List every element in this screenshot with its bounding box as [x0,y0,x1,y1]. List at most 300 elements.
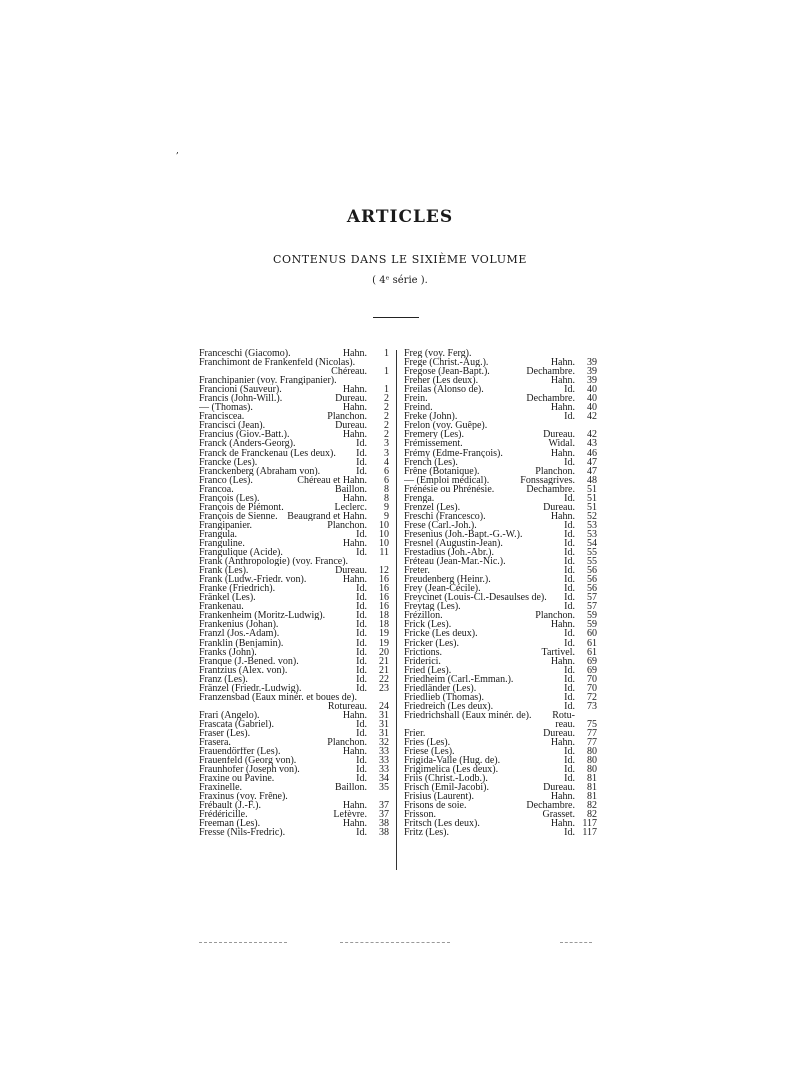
index-entry [404,412,597,421]
entry-author: Chéreau et Hahn. [297,475,367,485]
entry-page: 2 [384,394,389,404]
entry-author: Dureau. [543,502,575,512]
entry-name [404,720,551,729]
index-entry [404,729,597,738]
entry-page: 70 [587,674,597,684]
entry-author: Hahn. [342,430,367,440]
entry-page: 12 [379,566,389,576]
index-entry [404,439,597,448]
entry-name: Frangipanier. [199,520,253,530]
entry-name: Frein. [404,394,428,404]
entry-author: Id. [564,828,575,838]
index-entry [404,738,597,747]
index-entry [199,575,389,584]
entry-author: Hahn. [550,656,575,666]
entry-page: 75 [587,719,597,729]
entry-page: 55 [587,557,597,567]
index-entry [404,747,597,756]
entry-page: 23 [379,683,389,693]
index-entry [404,430,597,439]
entry-author: Id. [564,493,575,503]
entry-author: Id. [356,774,367,784]
entry-author: Tartivel. [541,647,575,657]
index-entry [199,385,389,394]
entry-name: Fresenius (Joh.-Bapt.-G.-W.). [404,529,523,539]
entry-page: 77 [587,728,597,739]
entry-author: Id. [564,566,575,576]
index-entry [404,657,597,666]
entry-page: 34 [379,774,389,784]
index-entry [199,539,389,548]
entry-author: Id. [564,774,575,784]
entry-author: Dechambre. [526,801,575,811]
entry-author: Hahn. [550,376,575,386]
entry-name: Frege (Christ.-Aug.). [404,358,489,368]
entry-name: François de Piémont. [199,502,284,512]
entry-author: Dureau. [543,728,575,739]
column-divider [396,350,397,870]
entry-author: Dechambre. [526,367,575,377]
entry-page: 33 [379,765,389,775]
entry-author: Id. [564,575,575,585]
entry-page: 61 [587,647,597,657]
entry-author: Hahn. [550,448,575,458]
entry-author: Hahn. [550,738,575,748]
entry-page: 40 [587,394,597,404]
entry-name: French (Les). [404,457,458,467]
index-entry [404,620,597,629]
index-entry [199,657,389,666]
entry-page: 18 [379,620,389,630]
index-entry [199,684,389,693]
entry-author: Fonssagrives. [520,475,575,485]
entry-name: Fricke (Les deux). [404,629,478,639]
index-entry [199,412,389,421]
entry-name: Franck de Franckenau (Les deux). [199,448,336,458]
entry-author: Id. [564,629,575,639]
entry-author: Hahn. [342,801,367,811]
entry-author: Hahn. [342,493,367,503]
entry-author: Id. [356,683,367,693]
entry-name: Frank (Ludw.-Friedr. von). [199,575,307,585]
entry-name: Frauenfeld (Georg von). [199,756,297,766]
entry-name: Friese (Les). [404,747,455,757]
entry-page: 51 [587,484,597,494]
entry-page: 9 [384,502,389,512]
entry-page: 56 [587,575,597,585]
entry-name: Frier. [404,728,426,739]
entry-name: Freher (Les deux). [404,376,479,386]
index-entry [404,584,597,593]
entry-name: Frenga. [404,493,435,503]
entry-author: Grasset. [542,810,575,820]
index-entry [404,575,597,584]
index-entry [199,485,389,494]
entry-name: Frézillon. [404,611,443,621]
entry-page: 38 [379,819,389,829]
entry-author: Dureau. [335,394,367,404]
entry-name: Fricker (Les). [404,638,459,648]
entry-author: Baillon. [335,783,367,793]
index-entry [404,593,597,602]
entry-page: 19 [379,638,389,648]
index-entry [199,530,389,539]
entry-name: Friedlieb (Thomas). [404,692,484,702]
entry-name: Fränzel (Friedr.-Ludwig). [199,683,302,693]
index-entry [199,467,389,476]
index-entry [199,783,389,792]
entry-name: Frankenheim (Moritz-Ludwig). [199,611,326,621]
entry-name: Frey (Jean-Cécile). [404,584,481,594]
entry-page: 3 [384,448,389,458]
index-entry [404,629,597,638]
entry-name: Frisius (Laurent). [404,792,474,802]
index-entry [404,349,597,358]
entry-author: Dechambre. [526,484,575,494]
entry-page: 46 [587,448,597,458]
index-entry [199,611,389,620]
index-entry [404,566,597,575]
entry-name: Frese (Carl.-Joh.). [404,520,477,530]
entry-name: Frébault (J.-F.). [199,801,261,811]
index-entry [404,693,597,702]
entry-author: Id. [564,692,575,702]
index-entry [199,602,389,611]
entry-page: 57 [587,593,597,603]
entry-name: Franz (Les). [199,674,248,684]
entry-page: 117 [582,819,597,829]
entry-author: Id. [356,765,367,775]
entry-page: 37 [379,810,389,820]
entry-name: Frigimelica (Les deux). [404,765,499,775]
entry-name: Friedheim (Carl.-Emman.). [404,674,514,684]
index-entry [199,458,389,467]
entry-author: reau. [555,719,575,729]
page-title: ARTICLES [346,207,454,227]
index-entry [404,828,597,837]
entry-name: Franklin (Benjamin). [199,638,284,648]
entry-author: Id. [356,439,367,449]
entry-name: Franzensbad (Eaux minér. et boues de). [199,692,358,702]
entry-author: Hahn. [550,511,575,521]
entry-page: 1 [384,385,389,395]
entry-author: Hahn. [342,538,367,549]
entry-page [367,358,389,367]
entry-name: Frangula. [199,529,238,539]
index-entry [199,394,389,403]
index-entry [404,458,597,467]
entry-name: Freind. [404,403,433,413]
index-entry [404,684,597,693]
entry-author: Id. [564,529,575,539]
entry-name: Frenzel (Les). [404,502,461,512]
entry-page: 47 [587,457,597,467]
entry-name: Fresnel (Augustin-Jean). [404,538,503,549]
index-entry [199,648,389,657]
entry-name: Frédéricille. [199,810,248,820]
entry-name: Fraxinus (voy. Frêne). [199,792,288,802]
index-entry [404,602,597,611]
entry-author: Id. [356,674,367,684]
entry-name: Fraxinelle. [199,783,243,793]
entry-page: 16 [379,584,389,594]
entry-name: Franciscea. [199,412,245,422]
index-entry [404,792,597,801]
index-column-right [404,349,597,838]
entry-author: Planchon. [535,466,575,476]
entry-name: Franque (J.-Bened. von). [199,656,299,666]
entry-page: 48 [587,475,597,485]
index-entry [199,494,389,503]
index-entry [199,566,389,575]
entry-name: Freschi (Francesco). [404,511,486,521]
entry-page: 31 [379,728,389,739]
entry-author: Planchon. [327,520,367,530]
entry-author: Id. [564,584,575,594]
entry-author: Dureau. [335,421,367,431]
entry-name: Franchipanier (voy. Frangipanier). [199,376,337,386]
entry-page: 81 [587,783,597,793]
entry-author: Baillon. [335,484,367,494]
entry-page: 42 [587,430,597,440]
entry-name: Friderici. [404,656,441,666]
index-entry [404,467,597,476]
index-entry [199,349,389,358]
entry-name: Freg (voy. Ferg). [404,349,472,359]
entry-author: Id. [564,385,575,395]
index-entry [404,711,597,720]
entry-page: 60 [587,629,597,639]
entry-page: 21 [379,665,389,675]
entry-page: 42 [587,412,597,422]
entry-page: 32 [379,738,389,748]
index-entry [199,756,389,765]
entry-page: 57 [587,602,597,612]
entry-page: 35 [379,783,389,793]
entry-name: Frasera. [199,738,231,748]
entry-page: 80 [587,747,597,757]
entry-page: 39 [587,358,597,368]
index-entry [199,702,389,711]
index-entry [404,512,597,521]
footer-rule [199,942,287,943]
index-entry [199,503,389,512]
entry-name: François de Sienne. [199,511,278,521]
entry-page: 6 [384,466,389,476]
entry-page: 80 [587,756,597,766]
index-entry [199,476,389,485]
entry-author: Dureau. [543,783,575,793]
entry-page: 38 [379,828,389,838]
entry-author: Id. [356,457,367,467]
entry-name: Fresse (Nils-Fredric). [199,828,286,838]
entry-author: Hahn. [550,358,575,368]
index-entry [404,756,597,765]
index-entry [199,693,389,702]
entry-page: 21 [379,656,389,666]
entry-page: 81 [587,774,597,784]
index-entry [404,548,597,557]
entry-name: Freter. [404,566,430,576]
entry-page [575,349,597,358]
entry-author: Id. [356,611,367,621]
index-entry [404,403,597,412]
entry-name: Friedrichshall (Eaux minér. de). [404,710,532,720]
entry-author: Hahn. [550,792,575,802]
index-entry [199,521,389,530]
index-entry [199,629,389,638]
entry-author: Id. [356,602,367,612]
entry-name: Fraser (Les). [199,728,251,739]
index-entry [199,639,389,648]
entry-name: Francke (Les). [199,457,258,467]
entry-page: 2 [384,412,389,422]
index-entry [404,819,597,828]
entry-page: 10 [379,529,389,539]
entry-page: 43 [587,439,597,449]
entry-name: Fregose (Jean-Bapt.). [404,367,490,377]
entry-page: 10 [379,538,389,549]
entry-name: Francis (John-Will.). [199,394,283,404]
footer-rule [340,942,450,943]
entry-page: 77 [587,738,597,748]
entry-page: 40 [587,403,597,413]
entry-author: Id. [564,747,575,757]
entry-page [575,711,597,720]
index-entry [199,729,389,738]
entry-name: Frascata (Gabriel). [199,719,274,729]
entry-page: 19 [379,629,389,639]
entry-page [367,693,389,702]
index-entry [199,738,389,747]
entry-name: Frick (Les). [404,620,452,630]
entry-author: Lefèvre. [333,810,367,820]
entry-page: 80 [587,765,597,775]
entry-author: Id. [564,683,575,693]
entry-page: 73 [587,701,597,711]
entry-author: Id. [564,665,575,675]
entry-page: 54 [587,538,597,549]
entry-name: Frémy (Edme-François). [404,448,503,458]
entry-author: Beaugrand et Hahn. [287,511,367,521]
index-entry [404,720,597,729]
entry-author: Leclerc. [334,502,367,512]
entry-author: Id. [356,665,367,675]
index-entry [199,720,389,729]
entry-name: Freilas (Alonso de). [404,385,484,395]
entry-name: Fränkel (Les). [199,593,256,603]
entry-author: Id. [564,557,575,567]
entry-name: Franceschi (Giacomo). [199,349,291,359]
entry-page: 61 [587,638,597,648]
entry-name: Freeman (Les). [199,819,261,829]
stray-mark: , [176,146,179,156]
entry-name: Frisons de soie. [404,801,467,811]
entry-author: Widal. [548,439,575,449]
entry-author: Planchon. [327,738,367,748]
entry-name: Franckenberg (Abraham von). [199,466,321,476]
entry-name: Frauendörffer (Les). [199,747,281,757]
entry-author: Hahn. [342,747,367,757]
entry-name: Fries (Les). [404,738,451,748]
index-entry [199,792,389,801]
entry-page: 47 [587,466,597,476]
entry-name [199,702,324,711]
entry-name: Frisson. [404,810,436,820]
index-entry [404,765,597,774]
index-entry [199,403,389,412]
entry-name: Frestadius (Joh.-Abr.). [404,548,494,558]
entry-name: Francoa. [199,484,234,494]
index-entry [404,485,597,494]
index-entry [199,449,389,458]
entry-page: 2 [384,421,389,431]
entry-author: Id. [564,674,575,684]
entry-page: 10 [379,520,389,530]
entry-page: 56 [587,566,597,576]
entry-page: 52 [587,511,597,521]
entry-page: 59 [587,620,597,630]
entry-author: Id. [356,466,367,476]
entry-page [367,557,389,566]
index-entry [199,711,389,720]
index-entry [404,774,597,783]
entry-author: Hahn. [342,710,367,720]
index-entry [199,557,389,566]
index-entry [199,430,389,439]
entry-page: 70 [587,683,597,693]
index-entry [404,557,597,566]
index-entry [404,494,597,503]
index-entry [199,774,389,783]
entry-page: 2 [384,403,389,413]
entry-name: Franguline. [199,538,245,549]
index-entry [199,593,389,602]
index-entry [199,819,389,828]
entry-name: — (Emploi médical). [404,475,490,485]
entry-name [199,367,327,376]
entry-name: Freudenberg (Heinr.). [404,575,491,585]
entry-name: Fraunhofer (Joseph von). [199,765,300,775]
entry-name: Frankenau. [199,602,244,612]
entry-author: Hahn. [342,819,367,829]
entry-page: 39 [587,376,597,386]
entry-name: Franco (Les). [199,475,253,485]
entry-author: Id. [356,756,367,766]
entry-name: Fried (Les). [404,665,452,675]
entry-page: 31 [379,710,389,720]
entry-name: Fraxine ou Pavine. [199,774,275,784]
index-entry [404,521,597,530]
entry-author: Id. [564,638,575,648]
entry-name: Francioni (Sauveur). [199,385,282,395]
entry-name: Frari (Angelo). [199,710,260,720]
index-entry [404,503,597,512]
entry-author: Id. [356,593,367,603]
entry-author: Planchon. [327,412,367,422]
entry-author: Id. [564,520,575,530]
entry-author: Id. [564,593,575,603]
index-entry [199,512,389,521]
entry-author: Id. [356,719,367,729]
entry-author: Id. [564,765,575,775]
entry-name: Frémissement. [404,439,463,449]
entry-page: 6 [384,475,389,485]
entry-page: 8 [384,493,389,503]
entry-name: Fréteau (Jean-Mar.-Nic.). [404,557,506,567]
entry-page: 4 [384,457,389,467]
entry-page: 51 [587,493,597,503]
